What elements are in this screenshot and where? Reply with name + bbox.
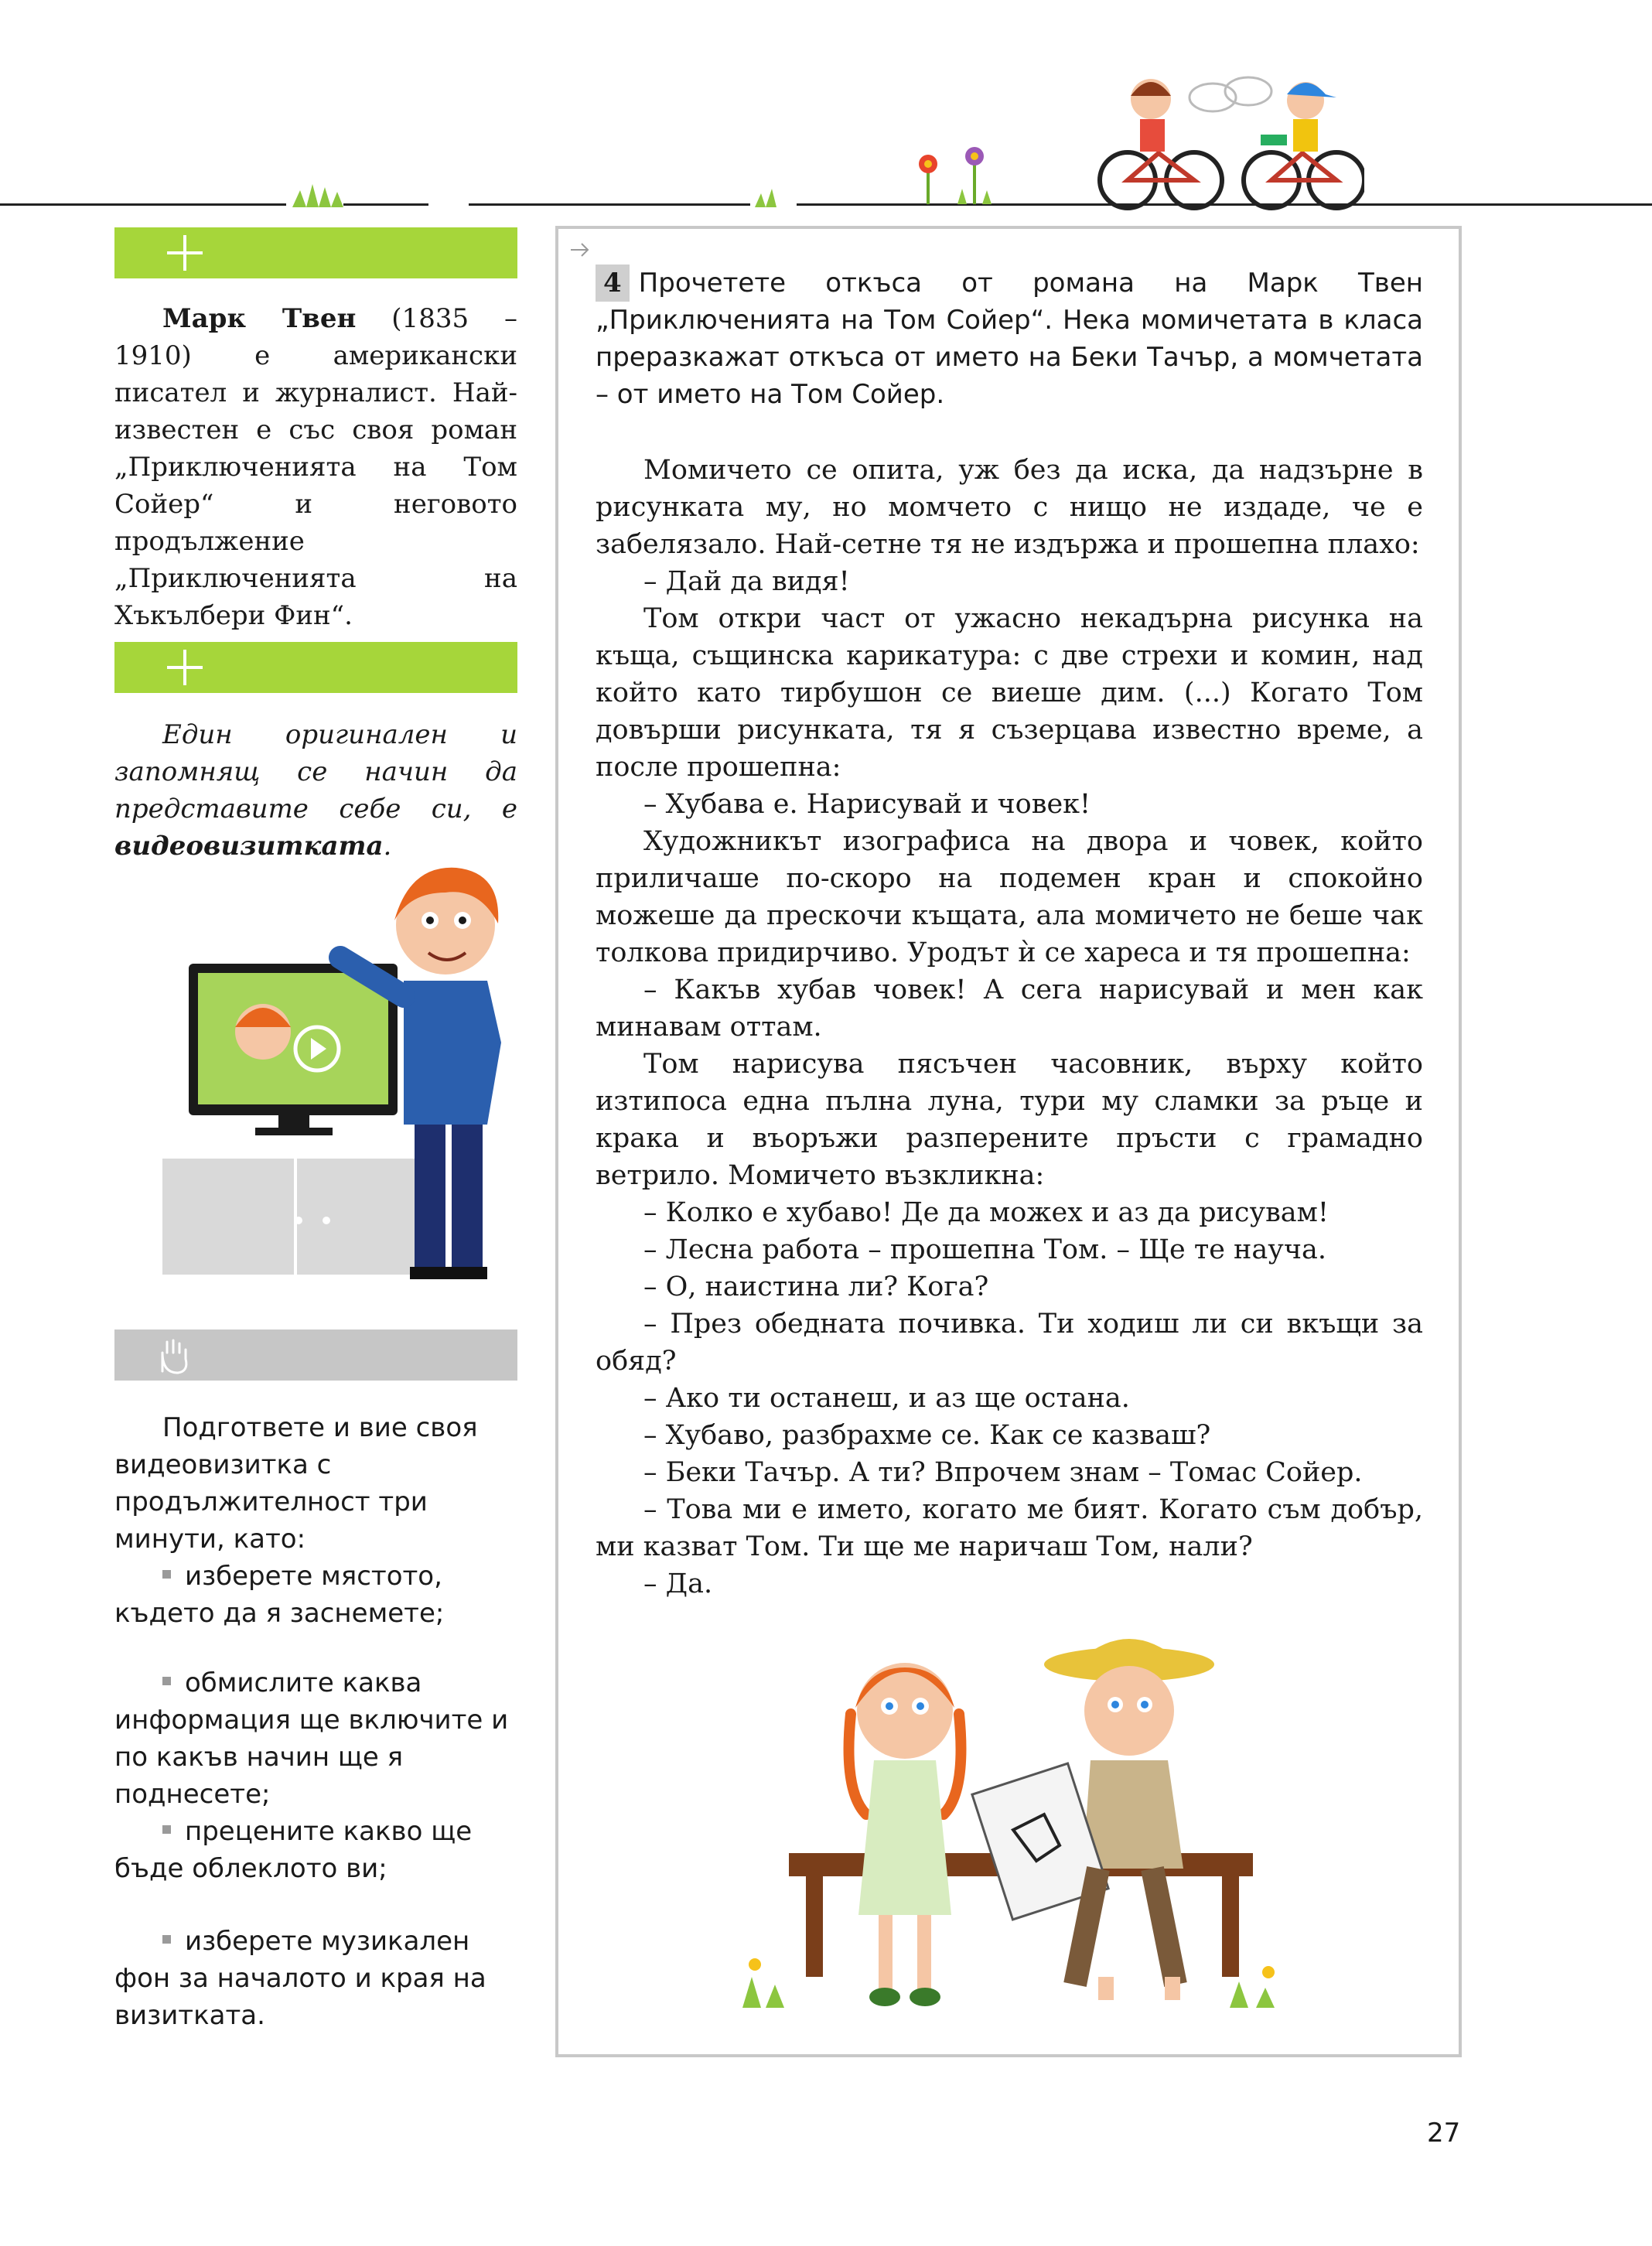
bullet-square-icon [162,1570,171,1579]
story-paragraph: – Да. [643,1568,713,1599]
story-paragraph: – Какъв хубав човек! А сега нарисувай и мен как минавам оттам. [596,975,1423,1043]
story-paragraph: Том откри част от ужасно некадърна рисунка на къща, същинска карикатура: с две стрехи и комин, над който като тирбушон се виеше дим. (...) Когато Том довърши рисунката, тя я съзерцава известно време, а после прошепна: [596,603,1423,783]
story-paragraph: – Колко е хубаво! Де да можех и аз да рисувам! [643,1197,1329,1228]
bullet-square-icon [162,1825,171,1834]
plus-icon [167,235,203,271]
bullet-square-icon [162,1677,171,1685]
story-paragraph: – Хубава е. Нарисувай и човек! [643,789,1091,820]
boy-with-tv-illustration [155,849,518,1307]
page-number: 27 [1427,2118,1461,2149]
author-bio: (1835 – 1910) е американски писател и журналист. Най-известен е със своя роман „Приключенията на Том Сойер“ и неговото продължение „Приключенията на Хъкълбери Фин“. [114,303,517,631]
story-paragraph: – През обедната почивка. Ти ходиш ли си вкъщи за обяд? [596,1309,1423,1377]
story-paragraph: – Дай да видя! [643,566,850,597]
video-card-bar [114,642,517,693]
task-intro-text: Подгответе и вие своя видеовизитка с продължителност три минути, като: [114,1412,478,1555]
grass-icon [292,176,346,207]
video-card-bold: видеовизитката [114,831,384,862]
story-paragraph: – Беки Тачър. А ти? Впрочем знам – Томас Сойер. [643,1457,1363,1488]
task-bullet [114,1664,517,1813]
story-paragraph: – Хубаво, разбрахме се. Как се казваш? [643,1420,1211,1451]
author-info-text [114,300,517,634]
arrow-right-icon [569,241,591,258]
task-bullet [114,1813,517,1887]
header-rule [469,203,750,206]
bullet-square-icon [162,1935,171,1944]
task-bullet [114,1923,517,2034]
header-rule [343,203,428,206]
story-paragraph: – Ако ти останеш, и аз ще остана. [643,1383,1130,1414]
task-bullet-text: обмислите каква информация ще включите и по какъв начин ще я поднесете; [114,1667,509,1810]
header-rule [0,203,286,206]
task-intro [114,1409,517,1558]
task-bullet-text: изберете мястото, където да я заснемете; [114,1561,445,1629]
tom-and-becky-illustration [735,1621,1307,2023]
author-info-bar [114,227,517,278]
story-paragraph: – Това ми е името, когато ме бият. Когато съм добър, ми казват Том. Ти ще ме наричаш Том, нали? [596,1494,1423,1562]
flowers-icon [911,144,1004,206]
task-bullet-text: прецените какво ще бъде облеклото ви; [114,1816,473,1884]
task-instruction-text: Прочетете откъса от романа на Марк Твен „Приключенията на Том Сойер“. Нека момичетата в класа преразкажат откъса от името на Беки Тачър, а момчетата – от името на Том Сойер. [596,268,1423,410]
task-bullet [114,1558,517,1632]
children-on-bicycles [1097,60,1364,211]
task-instruction [596,265,1423,413]
hand-icon [155,1337,193,1374]
story-paragraph: Момичето се опита, уж без да иска, да надзърне в рисунката му, но момчето с нищо не издаде, че е забелязало. Най-сетне тя не издържа и прошепна плахо: [596,455,1423,560]
story-paragraph: – О, наистина ли? Кога? [643,1271,989,1302]
task-number-badge: 4 [596,265,630,302]
grass-icon [755,186,783,207]
task-bar [114,1330,517,1381]
plus-icon [167,650,203,685]
video-card-lead: Един оригинален и запомнящ се начин да представите себе си, е [114,719,517,824]
author-name: Марк Твен [162,303,357,334]
story-excerpt [596,452,1423,1603]
video-card-text [114,716,517,865]
video-card-tail: . [383,831,392,862]
story-paragraph: Художникът изографиса на двора и човек, който приличаше по-скоро на подемен кран и спокойно можеше да прескочи къщата, ала момичето не беше чак толкова придирчиво. Уродът ѝ се хареса и тя прошепна: [596,826,1423,968]
task-bullet-text: изберете музикален фон за началото и края на визитката. [114,1926,486,2031]
story-paragraph: – Лесна работа – прошепна Том. – Ще те науча. [643,1234,1326,1265]
story-paragraph: Том нарисува пясъчен часовник, върху който изтипоса една пълна луна, тури му сламки за ръце и крака и въоръжи разперените пръсти с грамадно ветрило. Момичето възкликна: [596,1049,1423,1191]
